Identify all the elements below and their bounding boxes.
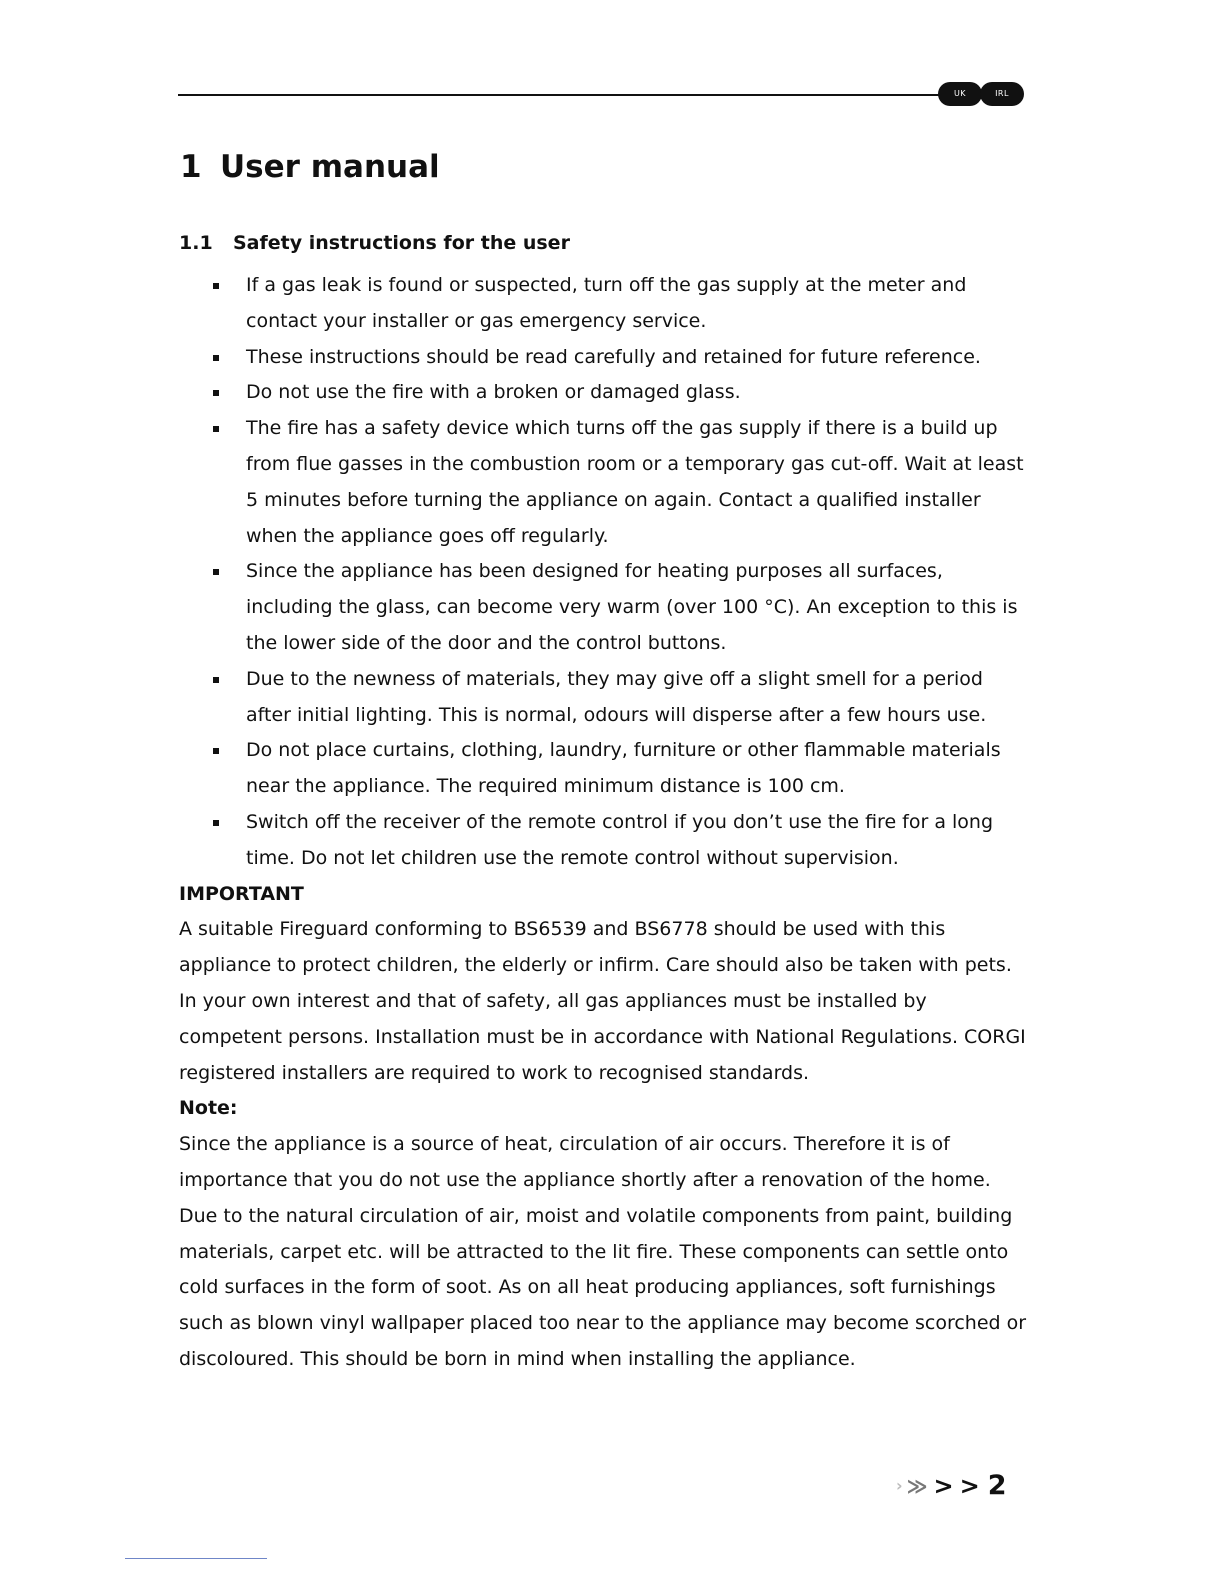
section-title <box>179 228 570 258</box>
chapter-number: 1 <box>180 149 202 185</box>
header-rule <box>178 94 940 96</box>
important-label: IMPORTANT <box>179 882 304 905</box>
section-number: 1.1 <box>179 232 213 254</box>
list-item: If a gas leak is found or suspected, turn off the gas supply at the meter and contact your installer or gas emergency service. <box>179 268 1029 340</box>
main-content <box>179 268 1029 1378</box>
arrow-icon: > <box>959 1471 980 1500</box>
note-label: Note: <box>179 1097 238 1120</box>
double-arrow-icon: ≫ <box>906 1473 928 1498</box>
list-item: Due to the newness of materials, they may give off a slight smell for a period after initial lighting. This is normal, odours will disperse after a few hours use. <box>179 662 1029 734</box>
footer-rule <box>125 1558 267 1559</box>
section-title-text: Safety instructions for the user <box>233 232 570 254</box>
language-badges <box>938 82 1024 106</box>
badge-uk: UK <box>938 82 982 106</box>
chapter-title-text: User manual <box>220 149 440 185</box>
faded-arrow-icon: › <box>896 1476 903 1495</box>
safety-bullet-list <box>179 268 1029 877</box>
list-item: Do not place curtains, clothing, laundry, furniture or other flammable materials near the appliance. The required minimum distance is 100 cm. <box>179 733 1029 805</box>
page-footer-navigation <box>896 1470 1007 1501</box>
chapter-title <box>180 146 440 188</box>
list-item: The fire has a safety device which turns off the gas supply if there is a build up from flue gasses in the combustion room or a temporary gas cut-off. Wait at least 5 minutes before turning the appliance on again. Contact a qualified installer when the appliance goes off regularly. <box>179 411 1029 554</box>
list-item: Since the appliance has been designed for heating purposes all surfaces, including the glass, can become very warm (over 100 °C). An exception to this is the lower side of the door and the control buttons. <box>179 554 1029 661</box>
arrow-icon: > <box>933 1471 954 1500</box>
list-item: These instructions should be read carefully and retained for future reference. <box>179 340 1029 376</box>
note-paragraph: Since the appliance is a source of heat, circulation of air occurs. Therefore it is of importance that you do not use the appliance shortly after a renovation of the home. Due to the natural circulation of air, moist and volatile components from paint, building materials, carpet etc. will be attracted to the lit fire. These components can settle onto cold surfaces in the form of soot. As on all heat producing appliances, soft furnishings such as blown vinyl wallpaper placed too near to the appliance may become scorched or discoloured. This should be born in mind when installing the appliance. <box>179 1133 1027 1370</box>
list-item: Switch off the receiver of the remote control if you don’t use the fire for a long time. Do not let children use the remote control without supervision. <box>179 805 1029 877</box>
important-paragraph: In your own interest and that of safety, all gas appliances must be installed by competent persons. Installation must be in accordance with National Regulations. CORGI registered installers are required to work to recognised standards. <box>179 989 1026 1084</box>
list-item: Do not use the fire with a broken or damaged glass. <box>179 375 1029 411</box>
important-paragraph: A suitable Fireguard conforming to BS6539 and BS6778 should be used with this appliance to protect children, the elderly or infirm. Care should also be taken with pets. <box>179 918 1012 977</box>
badge-irl: IRL <box>980 82 1024 106</box>
page-number: 2 <box>987 1470 1007 1501</box>
